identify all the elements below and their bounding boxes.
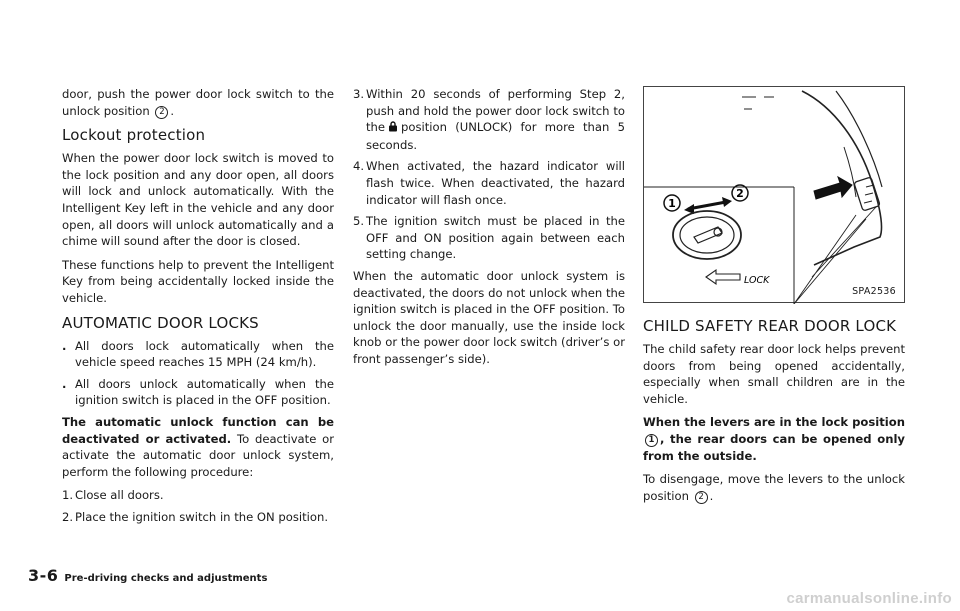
- heading-automatic-door-locks: AUTOMATIC DOOR LOCKS: [62, 313, 259, 332]
- step-item: 1. Close all doors.: [62, 488, 164, 503]
- paragraph-child-safety: The child safety rear door lock helps prevent doors from being opened accidentally, especially when small children are in the vehicle.: [643, 342, 905, 406]
- heading-lockout-protection: Lockout protection: [62, 126, 206, 145]
- bullet-mark: .: [62, 376, 67, 391]
- callout-2: 2: [155, 106, 168, 119]
- paragraph-lockout: When the power door lock switch is moved to the lock position and any door open, all doors will lock and unlock automatically. With the Intelligent Key left in the vehicle and any door open, all doors will unlock automatically and a chime will sound after the door is closed.: [62, 151, 334, 249]
- step-item: 4. When activated, the hazard indicator will flash twice. When deactivated, the hazard indicator will flash once.: [353, 159, 625, 207]
- column-right: [643, 86, 905, 511]
- column-middle: [353, 86, 625, 375]
- section-title: Pre-driving checks and adjustments: [64, 573, 268, 584]
- step-item: 2. Place the ignition switch in the ON position.: [62, 509, 329, 524]
- door-lock-illustration: [644, 87, 906, 304]
- list-item: . All doors lock automatically when the vehicle speed reaches 15 MPH (24 km/h).: [62, 338, 334, 370]
- list-item: . All doors unlock automatically when the ignition switch is placed in the OFF position.: [62, 376, 334, 408]
- step-item: 3. Within 20 seconds of performing Step 2, push and hold the power door lock switch to the position (UNLOCK) for more than 5 seconds.: [353, 87, 625, 152]
- paragraph-when-deactivated: When the automatic door unlock system is deactivated, the doors do not unlock when the ignition switch is placed in the OFF position. To unlock the door manually, use the inside lock knob or the power door lock switch (driver’s or front passenger’s side).: [353, 268, 625, 366]
- callout-1: 1: [645, 434, 658, 447]
- paragraph-disengage: To disengage, move the levers to the unlock position 2 .: [643, 472, 905, 503]
- lock-icon: [388, 120, 398, 137]
- figure-id: SPA2536: [852, 286, 896, 297]
- heading-child-safety: CHILD SAFETY REAR DOOR LOCK: [643, 317, 897, 335]
- figure-label-2: 2: [736, 187, 744, 200]
- page-number: 3-6: [28, 566, 59, 585]
- paragraph-prevent: These functions help to prevent the Intelligent Key from being accidentally locked inside the vehicle.: [62, 257, 334, 305]
- paragraph-unlock-function: The automatic unlock function can be deactivated or activated. To deactivate or activate the automatic door unlock system, perform the following procedure:: [62, 414, 334, 479]
- figure-lock-text: LOCK: [744, 275, 770, 286]
- callout-2: 2: [695, 491, 708, 504]
- intro-paragraph: door, push the power door lock switch to the unlock position 2 .: [62, 87, 334, 118]
- watermark: carmanualsonline.info: [786, 590, 952, 607]
- paragraph-levers: When the levers are in the lock position 1 , the rear doors can be opened only from the outside.: [643, 415, 905, 463]
- figure-child-lock-diagram: [643, 86, 905, 303]
- step-item: 5. The ignition switch must be placed in the OFF and ON position again between each setting change.: [353, 214, 625, 262]
- bullet-mark: .: [62, 338, 67, 353]
- figure-label-1: 1: [668, 197, 676, 210]
- column-left: [62, 86, 334, 530]
- page-footer: [28, 566, 267, 585]
